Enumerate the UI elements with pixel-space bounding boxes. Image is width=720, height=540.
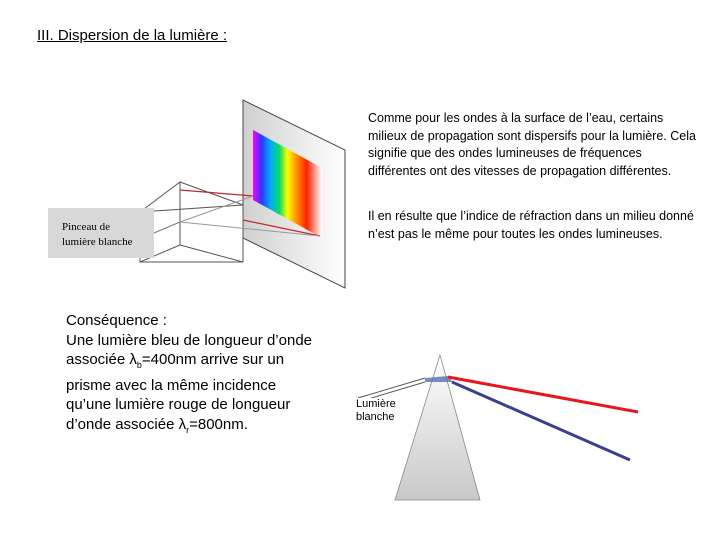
consequence-line3: associée $\lambda_b=400nm$ arrive sur un (66, 351, 285, 371)
paragraph-dispersion-definition: Comme pour les ondes à la surface de l’eau, certains milieux de propagation sont dispersifs pour la lumière. Cela signifie que des ondes lumineuses de fréquences différentes ont des vitesses de propagation différentes. (368, 111, 696, 178)
consequence-heading: Conséquence : (66, 312, 167, 329)
white-light-label (356, 398, 402, 424)
consequence-line5: qu’une lumière rouge de longueur (66, 396, 291, 414)
consequence-line4: prisme avec la même incidence (66, 376, 277, 394)
consequence-line6: d’onde associée $\lambda_r=800nm$. (66, 415, 248, 435)
white-light-label-line1: Lumière (356, 398, 396, 410)
page-title: III. Dispersion de la lumière : (37, 27, 228, 44)
paragraph-refraction-index: Il en résulte que l’indice de réfraction dans un milieu donné n’est pas le même pour toutes les ondes lumineuses. (368, 209, 694, 241)
beam-label-line1: Pinceau de (62, 221, 110, 233)
incident-white-light (358, 378, 425, 398)
consequence-line2: Une lumière bleu de longueur d’onde (66, 331, 313, 349)
beam-label-line2: lumière blanche (62, 236, 133, 248)
refraction-prism (395, 355, 480, 500)
white-light-label-line2: blanche (356, 411, 395, 423)
